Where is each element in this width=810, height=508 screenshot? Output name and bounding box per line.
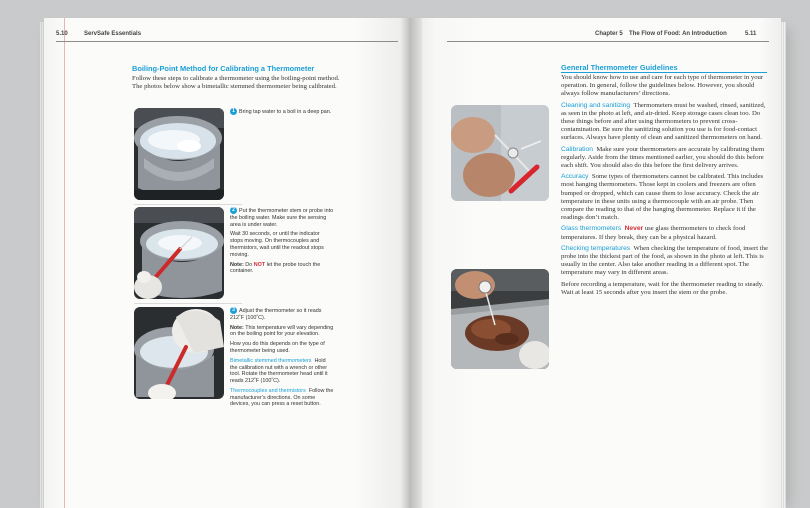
step-1-text: Bring tap water to a boil in a deep pan. [239,108,332,115]
thermocouple-text: Follow the manufacturer’s directions. On some devices, you can press a reset button. [230,387,334,408]
right-page-edges [781,22,786,508]
step-2-note-pre: Do [245,261,253,268]
guideline-glass [561,225,769,241]
step-3-number: 3 [230,307,237,314]
step-2-text: Put the thermometer stem or probe into the boiling water. Make sure the sensing area is under water. [230,207,334,228]
step-divider [134,204,242,205]
boiling-pot-photo [134,108,224,200]
right-page [409,18,781,508]
guideline-checking-label: Checking temperatures [561,244,631,252]
right-section-title: General Thermometer Guidelines [561,63,678,72]
closing-text: Before recording a temperature, wait for the thermometer reading to steady. Wait at least 15 seconds after you insert the stem or the probe. [561,280,764,296]
bimetallic-label: Bimetallic stemmed thermometers [230,357,312,364]
step-2-note-post: let the probe touch the container. [230,261,321,275]
probe-in-water-photo [134,207,224,299]
title-underline [561,72,767,73]
thermocouple-label: Thermocouples and thermistors [230,387,306,394]
guideline-glass-text: use glass thermometers to check food temperatures. If they break, they can be a physical hazard. [561,225,746,241]
guideline-glass-label: Glass thermometers [561,225,622,233]
guideline-calibration-label: Calibration [561,145,593,153]
guideline-cleaning-label: Cleaning and sanitizing [561,101,631,109]
step-3-text: Adjust the thermometer so it reads 212˚F (100˚C). [230,307,322,321]
step-2-number: 2 [230,207,237,214]
guideline-accuracy-label: Accuracy [561,173,589,181]
bimetallic-text: Hold the calibration nut with a wrench or other tool. Rotate the thermometer head until it reads 212˚F (100˚C). [230,357,328,385]
guideline-checking-text: When checking the temperature of food, insert the probe into the thickest part of the food, as shown in the photo at left. This is usually in the center. Also take another reading in a different spot. The temperature may vary in different areas. [561,244,768,277]
step-divider [134,303,242,304]
step-1-number: 1 [230,108,237,115]
guideline-glass-emph: Never [624,225,644,233]
right-intro: You should know how to use and care for each type of thermometer in your operation. In general, follow the guidelines below. However, you should always follow manufacturers’ directions. [561,74,764,98]
right-page-number: 5.11 [745,31,757,37]
guideline-calibration [561,146,769,171]
book-title: ServSafe Essentials [84,31,142,37]
meat-temperature-photo [451,269,549,369]
chapter-label: Chapter 5 [595,31,623,37]
guideline-calibration-text: Make sure your thermometers are accurate by calibrating them regularly. Aside from the times mentioned earlier, you should do this before each shift. You should also do this before the first delivery arrives. [561,145,765,170]
step-3-how: How you do this depends on the type of thermometer being used. [230,341,325,354]
step-3-note: This temperature will vary depending on the boiling point for your elevation. [230,324,334,338]
step-3-note-label: Note: [230,324,244,331]
left-page-number: 5.10 [56,31,68,37]
chapter-title: The Flow of Food: An Introduction [629,31,727,37]
right-content [561,74,769,297]
step-2-note-label: Note: [230,261,244,268]
step-2-wait: Wait 30 seconds, or until the indicator stops moving. On thermocouples and thermistors, wait until the readout stops moving. [230,231,324,258]
margin-line [64,18,65,508]
header-rule [447,41,769,42]
left-page [44,18,409,508]
guideline-cleaning [561,102,769,143]
left-section-title: Boiling-Point Method for Calibrating a Thermometer [132,64,315,73]
guideline-cleaning-text: Thermometers must be washed, rinsed, sanitized, as seen in the photo at left, and air-dried. Keep storage cases clean too. Do these things before and after using thermometers to prevent cross-contamination. Be sure the sanitizing solution you use is for food-contact surfaces. Always have plenty of clean and sanitized thermometers on hand. [561,101,766,142]
sanitizing-thermometer-photo [451,105,549,201]
step-2 [230,207,334,277]
step-3 [230,307,334,410]
guideline-accuracy-text: Some types of thermometers cannot be calibrated. This includes most hanging thermometers. Those kept in coolers and freezers are often bumped or dropped, which can cause them to lose accuracy. Check the air temperature in these units using a thermocouple with an air probe. Then compare the reading to that of the hanging thermometer. Replace it if the readings don’t match. [561,173,764,222]
book-gutter [400,18,422,508]
guideline-accuracy [561,173,769,222]
guideline-checking [561,245,769,278]
step-1 [230,108,334,116]
adjusting-thermometer-photo [134,307,224,399]
header-rule [56,41,398,42]
step-2-note-emph: NOT [253,261,266,268]
left-intro: Follow these steps to calibrate a thermometer using the boiling-point method. The photos below show a bimetallic stemmed thermometer being calibrated. [132,75,340,91]
